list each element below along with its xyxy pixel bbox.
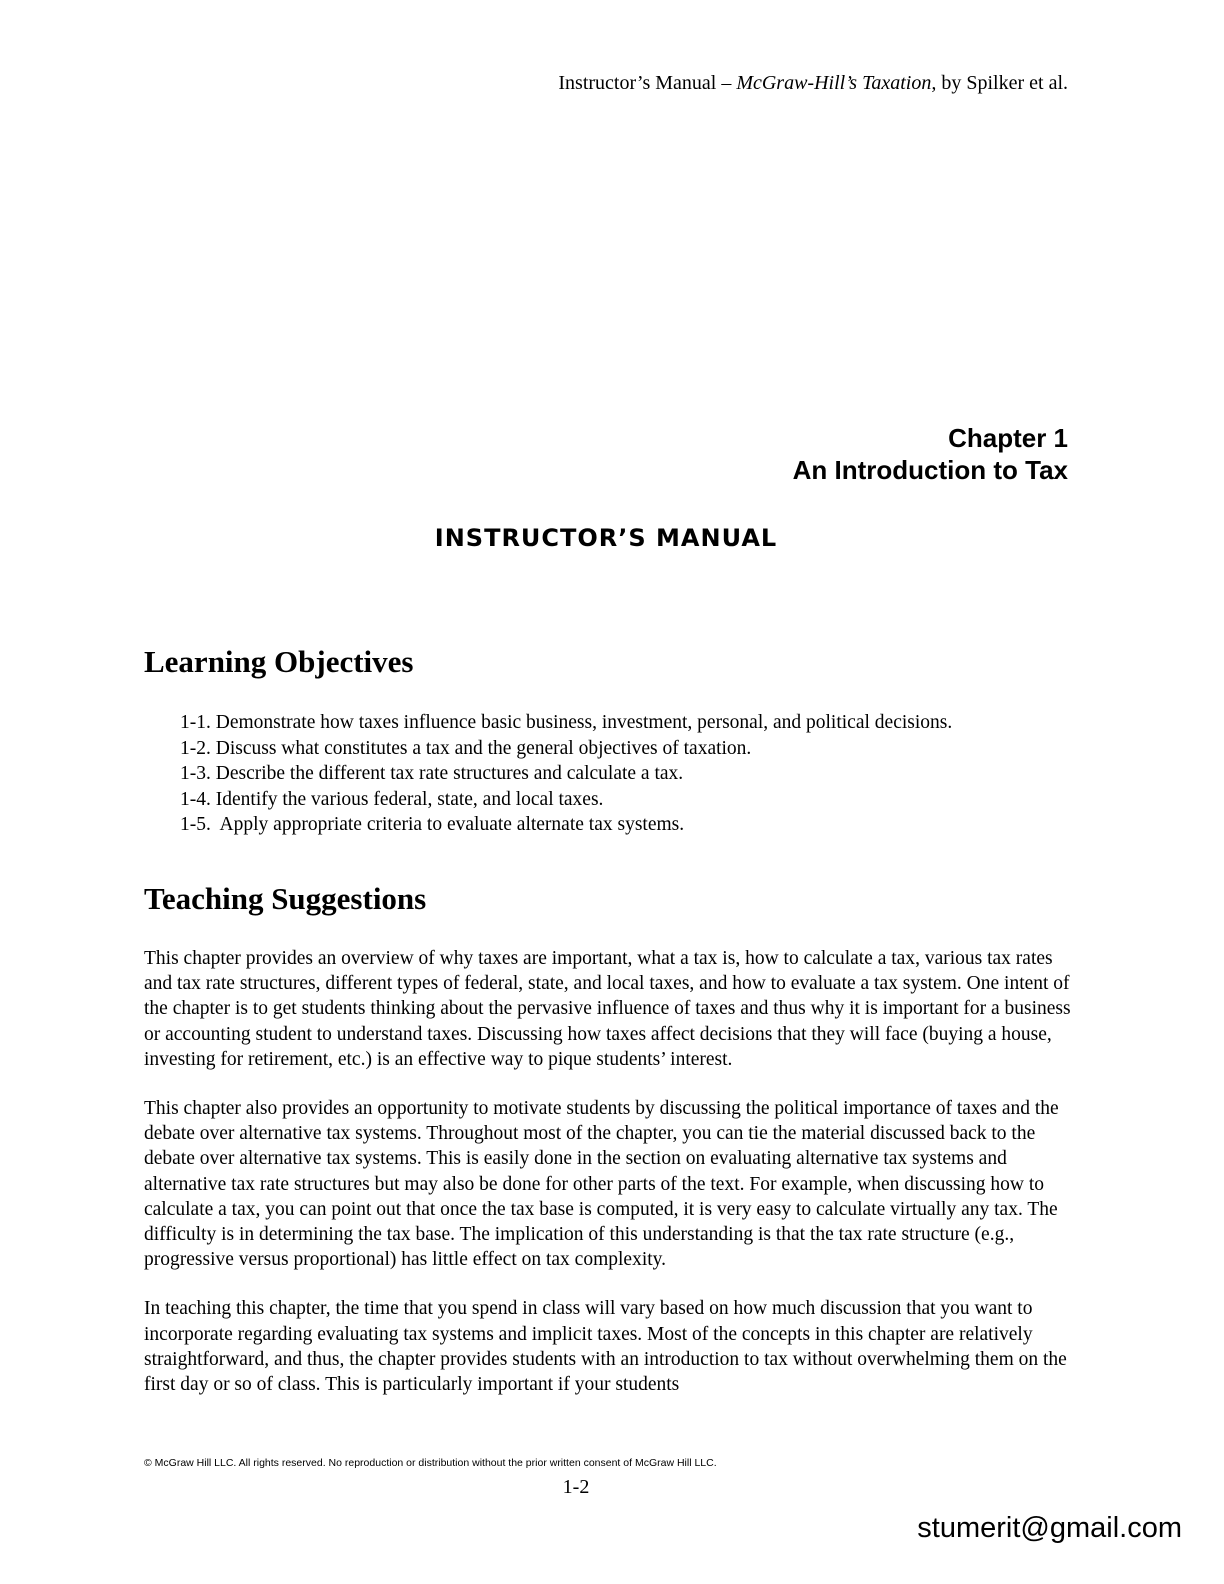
body-paragraph: In teaching this chapter, the time that you spend in class will vary based on how much discussion that you want to incorporate regarding evaluating tax systems and implicit taxes. Most of the concepts in this chapter are relatively straightforward, and thus, the chapter provides students with an introduction to tax without overwhelming them on the first day or so of class. This is particularly important if your students — [144, 1298, 1067, 1396]
page-number: 1-2 — [562, 1476, 590, 1498]
objective-text: Demonstrate how taxes influence basic business, investment, personal, and political decisions. — [215, 712, 953, 733]
objective-number: 1-1. — [180, 712, 211, 733]
objective-text: Describe the different tax rate structures and calculate a tax. — [215, 763, 684, 784]
header-suffix: by Spilker et al. — [936, 72, 1068, 94]
objective-text: Discuss what constitutes a tax and the general objectives of taxation. — [215, 737, 752, 759]
header-prefix: Instructor’s Manual – — [558, 72, 737, 94]
chapter-title-block — [793, 422, 1068, 486]
chapter-title: An Introduction to Tax — [792, 455, 1068, 485]
objective-item — [180, 787, 952, 813]
objective-number: 1-3. — [180, 763, 211, 784]
chapter-number: Chapter 1 — [948, 423, 1068, 453]
copyright-notice: © McGraw Hill LLC. All rights reserved. No reproduction or distribution without the prior written consent of McGraw Hill LLC. — [144, 1457, 717, 1469]
objective-number: 1-2. — [180, 737, 211, 759]
learning-objectives-list — [180, 710, 952, 838]
header-book-title: McGraw-Hill’s Taxation, — [736, 72, 937, 94]
body-paragraph: This chapter provides an overview of why taxes are important, what a tax is, how to calculate a tax, various tax rates and tax rate structures, different types of federal, state, and local taxes, and how to evaluate a tax system. One intent of the chapter is to get students thinking about the pervasive influence of taxes and thus why it is important for a business or accounting student to understand taxes. Discussing how taxes affect decisions that they will face (buying a house, investing for retirement, etc.) is an effective way to pique students’ interest. — [144, 948, 1071, 1070]
manual-title: INSTRUCTOR’S MANUAL — [434, 524, 778, 552]
objective-text: Identify the various federal, state, and local taxes. — [215, 788, 604, 810]
objective-number: 1-4. — [180, 788, 211, 810]
running-header — [558, 72, 1068, 95]
teaching-suggestions-heading: Teaching Suggestions — [144, 881, 427, 916]
teaching-suggestions-body — [144, 946, 1084, 1421]
objective-number: 1-5. — [180, 814, 211, 835]
objective-item — [180, 761, 952, 787]
body-paragraph: This chapter also provides an opportunity to motivate students by discussing the political importance of taxes and the debate over alternative tax systems. Throughout most of the chapter, you can tie the material discussed back to the debate over alternative tax systems. This is easily done in the section on evaluating alternative tax systems and alternative tax rate structures but may also be done for other parts of the text. For example, when discussing how to calculate a tax, you can point out that once the tax base is computed, it is very easy to calculate virtually any tax. The difficulty is in determining the tax base. The implication of this understanding is that the tax rate structure (e.g., progressive versus proportional) has little effect on tax complexity. — [144, 1098, 1059, 1271]
objective-item — [180, 710, 952, 736]
objective-item — [180, 736, 952, 762]
objective-item — [180, 812, 952, 838]
learning-objectives-heading: Learning Objectives — [144, 644, 414, 679]
objective-text: Apply appropriate criteria to evaluate alternate tax systems. — [215, 814, 685, 835]
watermark-email: stumerit@gmail.com — [917, 1512, 1182, 1544]
